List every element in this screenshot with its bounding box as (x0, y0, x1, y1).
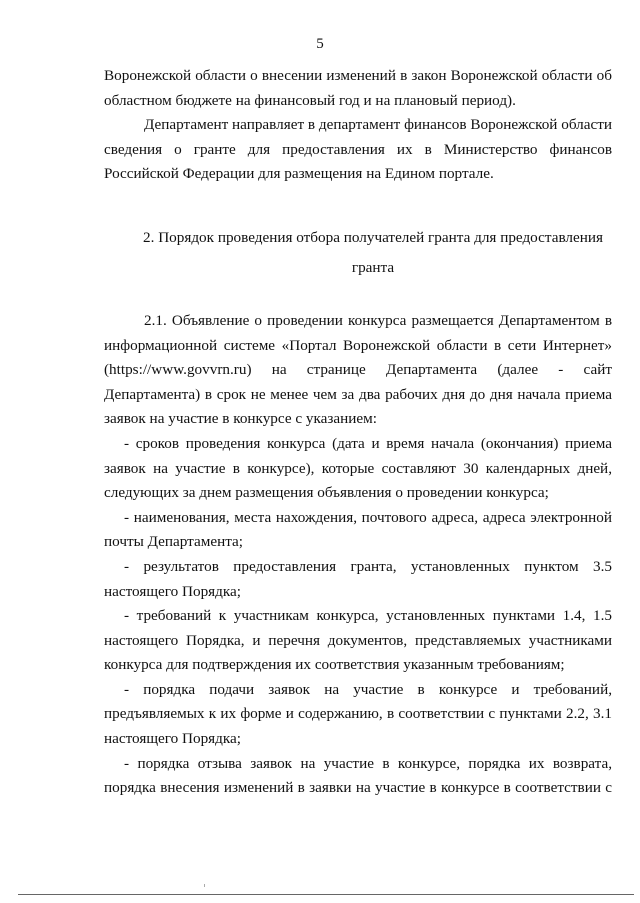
section-heading: 2. Порядок проведения отбора получателей гранта для предоставления гранта (143, 228, 603, 276)
document-body (104, 64, 612, 801)
list-item-withdrawal-order: - порядка отзыва заявок на участие в конкурсе, порядка их возврата, порядка внесения изменений в заявки на участие в конкурсе в соответствии с (104, 754, 612, 797)
list-item-name-address: - наименования, места нахождения, почтового адреса, адреса электронной почты Департамента; (104, 508, 612, 551)
list-item-submission-order: - порядка подачи заявок на участие в конкурсе и требований, предъявляемых к их форме и содержанию, в соответствии с пунктами 2.2, 3.1 настоящего Порядка; (104, 680, 612, 748)
list-item-results: - результатов предоставления гранта, установленных пунктом 3.5 настоящего Порядка; (104, 557, 612, 600)
scan-artifact (204, 884, 205, 887)
paragraph-1: Воронежской области о внесении изменений в закон Воронежской области об областном бюджете на финансовый год и на плановый период). (104, 67, 612, 109)
paragraph-2: Департамент направляет в департамент финансов Воронежской области сведения о гранте для предоставления их в Министерство финансов Российской Федерации для размещения на Едином портале. (104, 116, 612, 183)
list-item-requirements: - требований к участникам конкурса, установленных пунктами 1.4, 1.5 настоящего Порядка, и перечня документов, представляемых участниками конкурса для подтверждения их соответствия указанным требованиям; (104, 607, 612, 674)
page-number: 5 (316, 36, 324, 52)
page-bottom-line (18, 894, 634, 895)
list-item-terms: - сроков проведения конкурса (дата и время начала (окончания) приема заявок на участие в конкурсе), которые составляют 30 календарных дней, следующих за днем размещения объявления о проведении конкурса; (104, 434, 612, 502)
paragraph-2-1: 2.1. Объявление о проведении конкурса размещается Департаментом в информационной системе «Портал Воронежской области в сети Интернет» (https://www.govvrn.ru) на странице Департамента (далее - сайт Департамента) в срок не менее чем за два рабочих дня до дня начала приема заявок на участие в конкурсе с указанием: (104, 311, 612, 428)
